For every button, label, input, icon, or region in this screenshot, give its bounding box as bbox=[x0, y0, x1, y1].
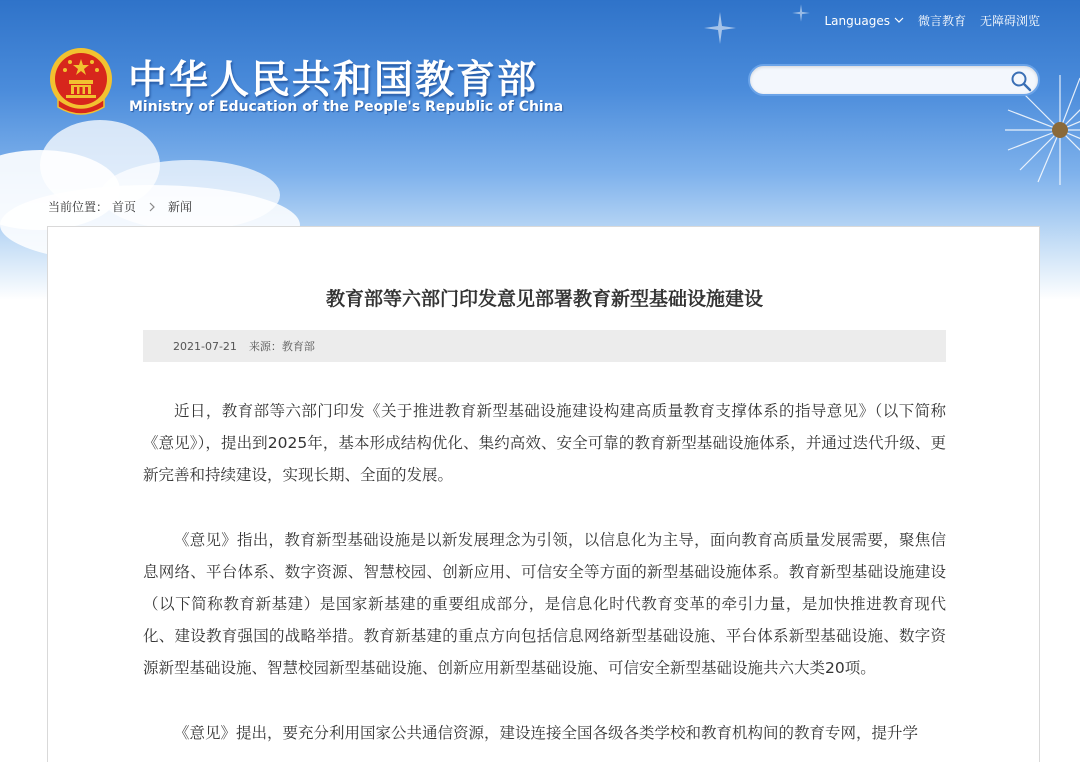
search-icon[interactable] bbox=[1010, 70, 1032, 92]
top-links bbox=[824, 12, 1040, 29]
sparkle-icon bbox=[700, 8, 740, 48]
site-subtitle: Ministry of Education of the People's Republic of China bbox=[129, 99, 564, 115]
article-body bbox=[143, 395, 946, 762]
site-title[interactable]: 中华人民共和国教育部 bbox=[128, 58, 539, 103]
article-paragraph: 《意见》提出，要充分利用国家公共通信资源，建设连接全国各级各类学校和教育机构间的教育专网，提升学 bbox=[174, 724, 919, 742]
chevron-right-icon bbox=[148, 202, 156, 212]
sparkle-icon bbox=[790, 2, 812, 24]
weibo-link[interactable]: 微言教育 bbox=[917, 14, 966, 28]
article-title: 教育部等六部门印发意见部署教育新型基础设施建设 bbox=[325, 288, 763, 310]
article-panel bbox=[47, 226, 1040, 762]
breadcrumb-prefix: 当前位置： bbox=[48, 200, 109, 214]
article-paragraph: 《意见》指出，教育新型基础设施是以新发展理念为引领，以信息化为主导，面向教育高质量发展需要，聚焦信息网络、平台体系、数字资源、智慧校园、创新应用、可信安全等方面的新型基础设施体系。教育新型基础设施建设（以下简称教育新基建）是国家新基建的重要组成部分，是信息化时代教育变革的牵引力量，是加快推进教育现代化、建设教育强国的战略举措。教育新基建的重点方向包括信息网络新型基础设施、平台体系新型基础设施、数字资源新型基础设施、智慧校园新型基础设施、创新应用新型基础设施、可信安全新型基础设施共六大类20项。 bbox=[143, 531, 946, 677]
accessibility-link[interactable]: 无障碍浏览 bbox=[979, 14, 1040, 28]
article-paragraph: 近日，教育部等六部门印发《关于推进教育新型基础设施建设构建高质量教育支撑体系的指导意见》（以下简称《意见》），提出到2025年，基本形成结构优化、集约高效、安全可靠的教育新型基础设施体系，并通过迭代升级、更新完善和持续建设，实现长期、全面的发展。 bbox=[143, 402, 946, 484]
search-box bbox=[748, 64, 1040, 96]
article-source: 来源：教育部 bbox=[248, 340, 315, 353]
breadcrumb bbox=[48, 198, 192, 215]
search-input[interactable] bbox=[764, 70, 1004, 92]
breadcrumb-home[interactable]: 首页 bbox=[112, 200, 137, 214]
languages-menu[interactable] bbox=[824, 14, 903, 28]
national-emblem-icon[interactable] bbox=[48, 47, 114, 115]
breadcrumb-current[interactable]: 新闻 bbox=[168, 200, 193, 214]
chevron-down-icon bbox=[894, 17, 904, 24]
languages-label: Languages bbox=[824, 13, 890, 28]
article-date: 2021-07-21 bbox=[173, 339, 237, 353]
article-meta-bar bbox=[143, 330, 946, 362]
